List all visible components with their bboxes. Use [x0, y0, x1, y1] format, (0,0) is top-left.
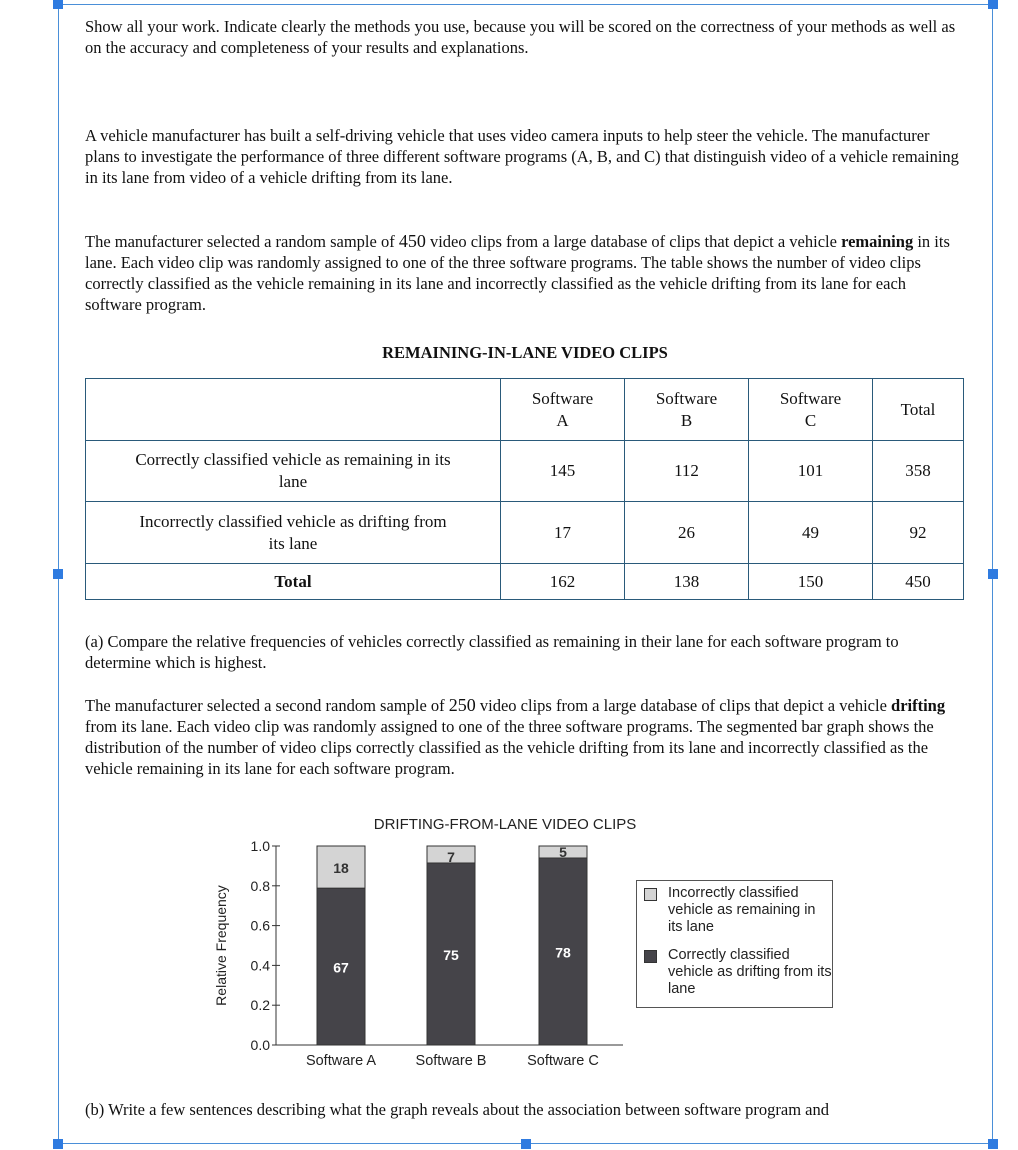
sample-paragraph: [85, 231, 965, 315]
table-row: [86, 441, 964, 502]
chart-title: DRIFTING-FROM-LANE VIDEO CLIPS: [373, 816, 637, 833]
sample-size: 450: [398, 231, 426, 251]
table-cell: 150: [749, 564, 873, 600]
row-label-correct: Correctly classified vehicle as remaining in its lane: [86, 441, 501, 502]
vehicle-paragraph: A vehicle manufacturer has built a self-driving vehicle that uses video camera inputs to help steer the vehicle. The manufacturer plans to investigate the performance of three different software programs (A, B, and C) that distinguish video of a vehicle remaining in its lane from video of a vehicle drifting from its lane.: [85, 126, 959, 187]
resize-handle-middle-left[interactable]: [53, 569, 63, 579]
table-corner-cell: [86, 379, 501, 441]
header-software-b: Software B: [625, 379, 749, 441]
row-label-total: Total: [86, 564, 501, 600]
resize-handle-bottom-left[interactable]: [53, 1139, 63, 1149]
bar-data-label: 18: [333, 860, 349, 877]
remaining-in-lane-table: [85, 378, 964, 600]
resize-handle-bottom-right[interactable]: [988, 1139, 998, 1149]
resize-handle-bottom-center[interactable]: [521, 1139, 531, 1149]
table-cell: 92: [873, 502, 964, 564]
drifting-from-lane-chart: [205, 810, 845, 1075]
part-b-question: (b) Write a few sentences describing what the graph reveals about the association between software program and: [85, 1100, 829, 1119]
y-tick-label: 0.6: [250, 917, 270, 934]
table-total-row: [86, 564, 964, 600]
y-tick-label: 0.4: [250, 957, 270, 974]
second-emphasis: drifting: [891, 696, 946, 715]
bar-data-label: 7: [447, 848, 455, 865]
second-sample-paragraph: [85, 695, 965, 779]
table-cell: 358: [873, 441, 964, 502]
bar-data-label: 78: [555, 944, 571, 961]
table-cell: 162: [501, 564, 625, 600]
resize-handle-top-left[interactable]: [53, 0, 63, 9]
part-a-question: (a) Compare the relative frequencies of vehicles correctly classified as remaining in their lane for each software program to determine which is highest.: [85, 632, 899, 672]
y-tick-label: 0.0: [250, 1037, 270, 1053]
table-cell: 145: [501, 441, 625, 502]
x-tick-label: Software A: [305, 1053, 377, 1069]
x-tick-label: Software C: [527, 1053, 599, 1069]
bar-data-label: 67: [333, 959, 349, 976]
bar-data-label: 5: [559, 843, 567, 860]
header-software-a: Software A: [501, 379, 625, 441]
legend-label-correct: Correctly classified vehicle as drifting from its lane: [668, 947, 832, 997]
second-text-3: from its lane. Each video clip was randomly assigned to one of the three software programs. The segmented bar graph shows the distribution of the number of video clips correctly classified as the vehicle drifting from its lane and incorrectly classified as the vehicle remaining in its lane for each software program.: [85, 717, 934, 778]
table-cell: 112: [625, 441, 749, 502]
table-cell: 101: [749, 441, 873, 502]
second-sample-size: 250: [448, 695, 476, 715]
sample-emphasis: remaining: [841, 232, 914, 251]
y-tick-label: 0.2: [250, 997, 270, 1014]
resize-handle-middle-right[interactable]: [988, 569, 998, 579]
table-cell: 450: [873, 564, 964, 600]
sample-text-1: The manufacturer selected a random sample of: [85, 232, 399, 251]
legend-swatch-correct: [644, 950, 657, 963]
sample-text-2: video clips from a large database of clips that depict a vehicle: [425, 232, 842, 251]
second-text-2: video clips from a large database of clips that depict a vehicle: [475, 696, 892, 715]
table-title: REMAINING-IN-LANE VIDEO CLIPS: [382, 343, 668, 362]
bar-data-label: 75: [443, 946, 459, 963]
sample-text-3: in its lane. Each video clip was randomly assigned to one of the three software programs. The table shows the number of video clips correctly classified as the vehicle remaining in its lane and incorrectly classified as the vehicle drifting from its lane for each software program.: [85, 232, 950, 314]
table-header-row: [86, 379, 964, 441]
table-row: [86, 502, 964, 564]
second-text-1: The manufacturer selected a second random sample of: [85, 696, 449, 715]
table-cell: 138: [625, 564, 749, 600]
header-total: Total: [873, 379, 964, 441]
header-software-c: Software C: [749, 379, 873, 441]
y-tick-label: 0.8: [250, 877, 270, 894]
table-cell: 26: [625, 502, 749, 564]
resize-handle-top-right[interactable]: [988, 0, 998, 9]
chart-legend: [636, 880, 833, 1008]
y-tick-label: 1.0: [250, 838, 270, 854]
row-label-incorrect: Incorrectly classified vehicle as drifting from its lane: [86, 502, 501, 564]
legend-swatch-incorrect: [644, 888, 657, 901]
legend-label-incorrect: Incorrectly classified vehicle as remaining in its lane: [668, 885, 816, 935]
table-cell: 49: [749, 502, 873, 564]
y-axis-label: Relative Frequency: [213, 885, 229, 1006]
instructions-paragraph: Show all your work. Indicate clearly the methods you use, because you will be scored on the correctness of your methods as well as on the accuracy and completeness of your results and explanations.: [85, 17, 956, 57]
x-tick-label: Software B: [415, 1053, 487, 1069]
table-cell: 17: [501, 502, 625, 564]
